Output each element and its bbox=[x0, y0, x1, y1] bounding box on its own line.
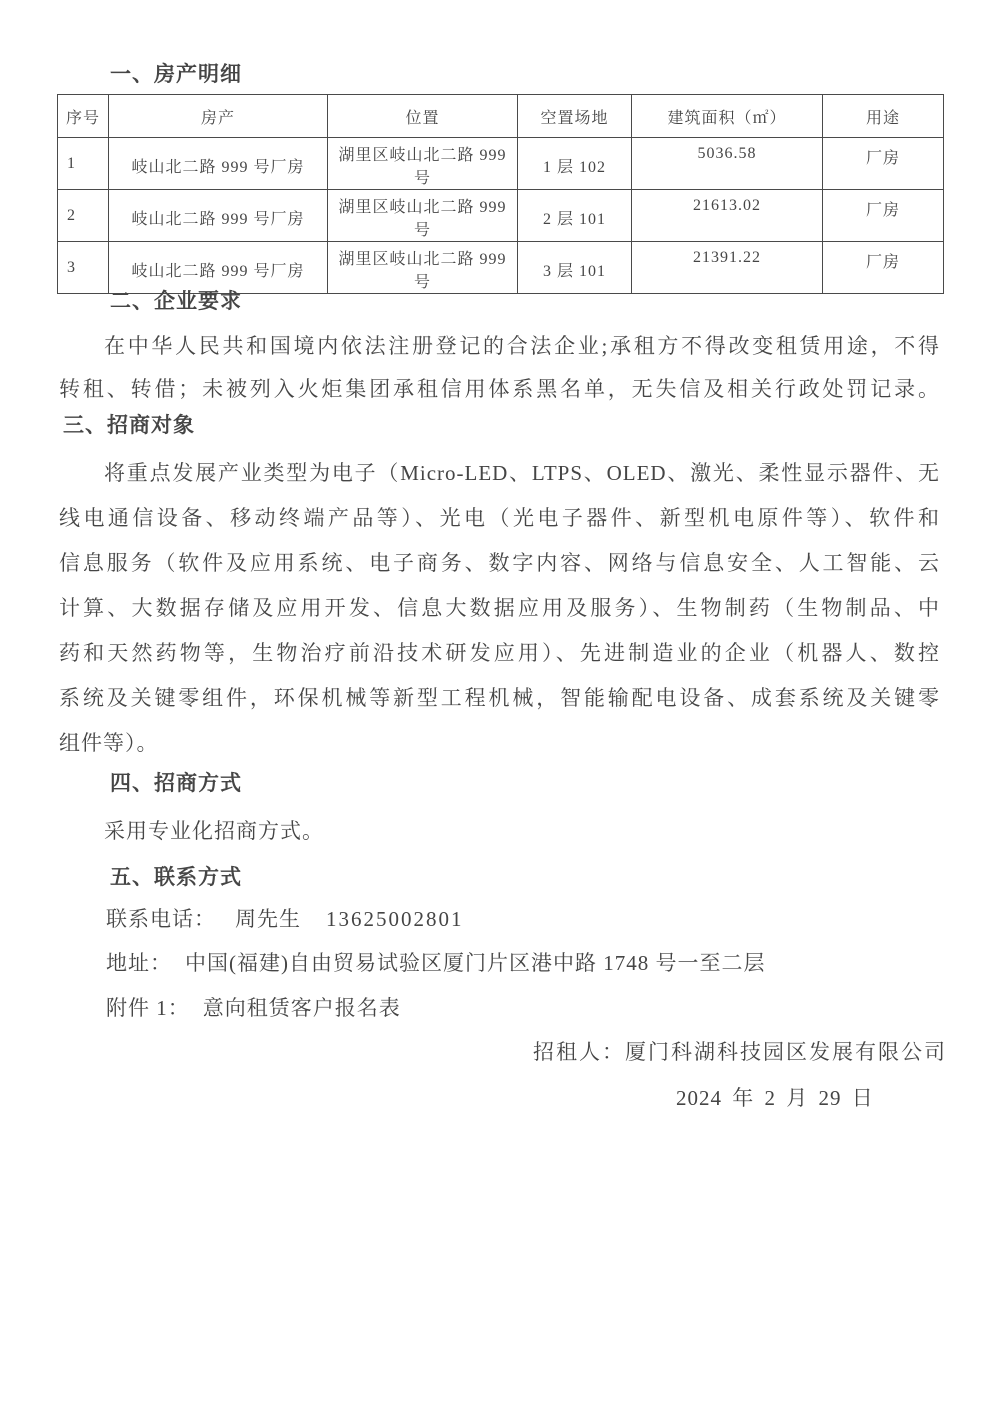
section3-line: 系统及关键零组件，环保机械等新型工程机械，智能输配电设备、成套系统及关键零 bbox=[59, 686, 940, 710]
section5-heading: 五、联系方式 bbox=[110, 865, 242, 889]
phone-number: 13625002801 bbox=[326, 907, 464, 931]
section2-line: 转租、转借；未被列入火炬集团承租信用体系黑名单，无失信及相关行政处罚记录。 bbox=[59, 377, 940, 401]
cell-use: 厂房 bbox=[823, 190, 944, 242]
col-header-location: 位置 bbox=[328, 95, 518, 138]
table-header-row bbox=[58, 95, 944, 138]
cell-location: 湖里区岐山北二路 999 号 bbox=[328, 138, 518, 190]
cell-area: 5036.58 bbox=[632, 138, 823, 190]
address-value: 中国(福建)自由贸易试验区厦门片区港中路 1748 号一至二层 bbox=[185, 951, 766, 975]
table-row bbox=[58, 242, 944, 294]
section3-line: 计算、大数据存储及应用开发、信息大数据应用及服务）、生物制药（生物制品、中 bbox=[59, 596, 940, 620]
section1-heading: 一、房产明细 bbox=[110, 62, 242, 86]
cell-vacant: 2 层 101 bbox=[518, 190, 632, 242]
attachment-label: 附件 1： bbox=[106, 996, 190, 1020]
cell-area: 21613.02 bbox=[632, 190, 823, 242]
cell-property: 岐山北二路 999 号厂房 bbox=[109, 242, 328, 294]
cell-use: 厂房 bbox=[823, 138, 944, 190]
col-header-use: 用途 bbox=[823, 95, 944, 138]
cell-no: 1 bbox=[58, 138, 109, 190]
address-line bbox=[106, 951, 765, 975]
section3-line: 信息服务（软件及应用系统、电子商务、数字内容、网络与信息安全、人工智能、云 bbox=[59, 551, 940, 575]
table-row bbox=[58, 138, 944, 190]
phone-line bbox=[106, 907, 464, 931]
date-line: 2024 年 2 月 29 日 bbox=[676, 1086, 874, 1110]
section4-body: 采用专业化招商方式。 bbox=[104, 819, 324, 843]
cell-property: 岐山北二路 999 号厂房 bbox=[109, 190, 328, 242]
address-label: 地址： bbox=[106, 951, 172, 975]
cell-location: 湖里区岐山北二路 999 号 bbox=[328, 190, 518, 242]
cell-area: 21391.22 bbox=[632, 242, 823, 294]
contact-name: 周先生 bbox=[235, 907, 301, 931]
col-header-area: 建筑面积（㎡） bbox=[632, 95, 823, 138]
section3-line: 将重点发展产业类型为电子（Micro-LED、LTPS、OLED、激光、柔性显示器件、无 bbox=[104, 461, 940, 485]
section3-line: 线电通信设备、移动终端产品等）、光电（光电子器件、新型机电原件等）、软件和 bbox=[59, 506, 940, 530]
phone-label: 联系电话： bbox=[106, 907, 216, 931]
cell-use: 厂房 bbox=[823, 242, 944, 294]
cell-no: 3 bbox=[58, 242, 109, 294]
table-row bbox=[58, 190, 944, 242]
lessor-name: 厦门科湖科技园区发展有限公司 bbox=[625, 1040, 947, 1064]
section2-heading: 二、企业要求 bbox=[110, 289, 242, 313]
section3-line: 组件等）。 bbox=[59, 731, 159, 755]
col-header-vacant: 空置场地 bbox=[518, 95, 632, 138]
property-table-wrapper bbox=[57, 94, 944, 294]
section4-heading: 四、招商方式 bbox=[110, 771, 242, 795]
col-header-no: 序号 bbox=[58, 95, 109, 138]
attachment-value: 意向租赁客户报名表 bbox=[202, 996, 401, 1020]
section2-line: 在中华人民共和国境内依法注册登记的合法企业;承租方不得改变租赁用途，不得 bbox=[104, 334, 940, 358]
lessor-label: 招租人： bbox=[533, 1040, 625, 1064]
cell-property: 岐山北二路 999 号厂房 bbox=[109, 138, 328, 190]
property-table bbox=[57, 94, 944, 294]
cell-no: 2 bbox=[58, 190, 109, 242]
cell-location: 湖里区岐山北二路 999 号 bbox=[328, 242, 518, 294]
col-header-property: 房产 bbox=[109, 95, 328, 138]
section3-heading: 三、招商对象 bbox=[63, 413, 195, 437]
attachment-line bbox=[106, 996, 401, 1020]
cell-vacant: 1 层 102 bbox=[518, 138, 632, 190]
lessor-line bbox=[533, 1040, 947, 1064]
cell-vacant: 3 层 101 bbox=[518, 242, 632, 294]
section3-line: 药和天然药物等，生物治疗前沿技术研发应用）、先进制造业的企业（机器人、数控 bbox=[59, 641, 940, 665]
